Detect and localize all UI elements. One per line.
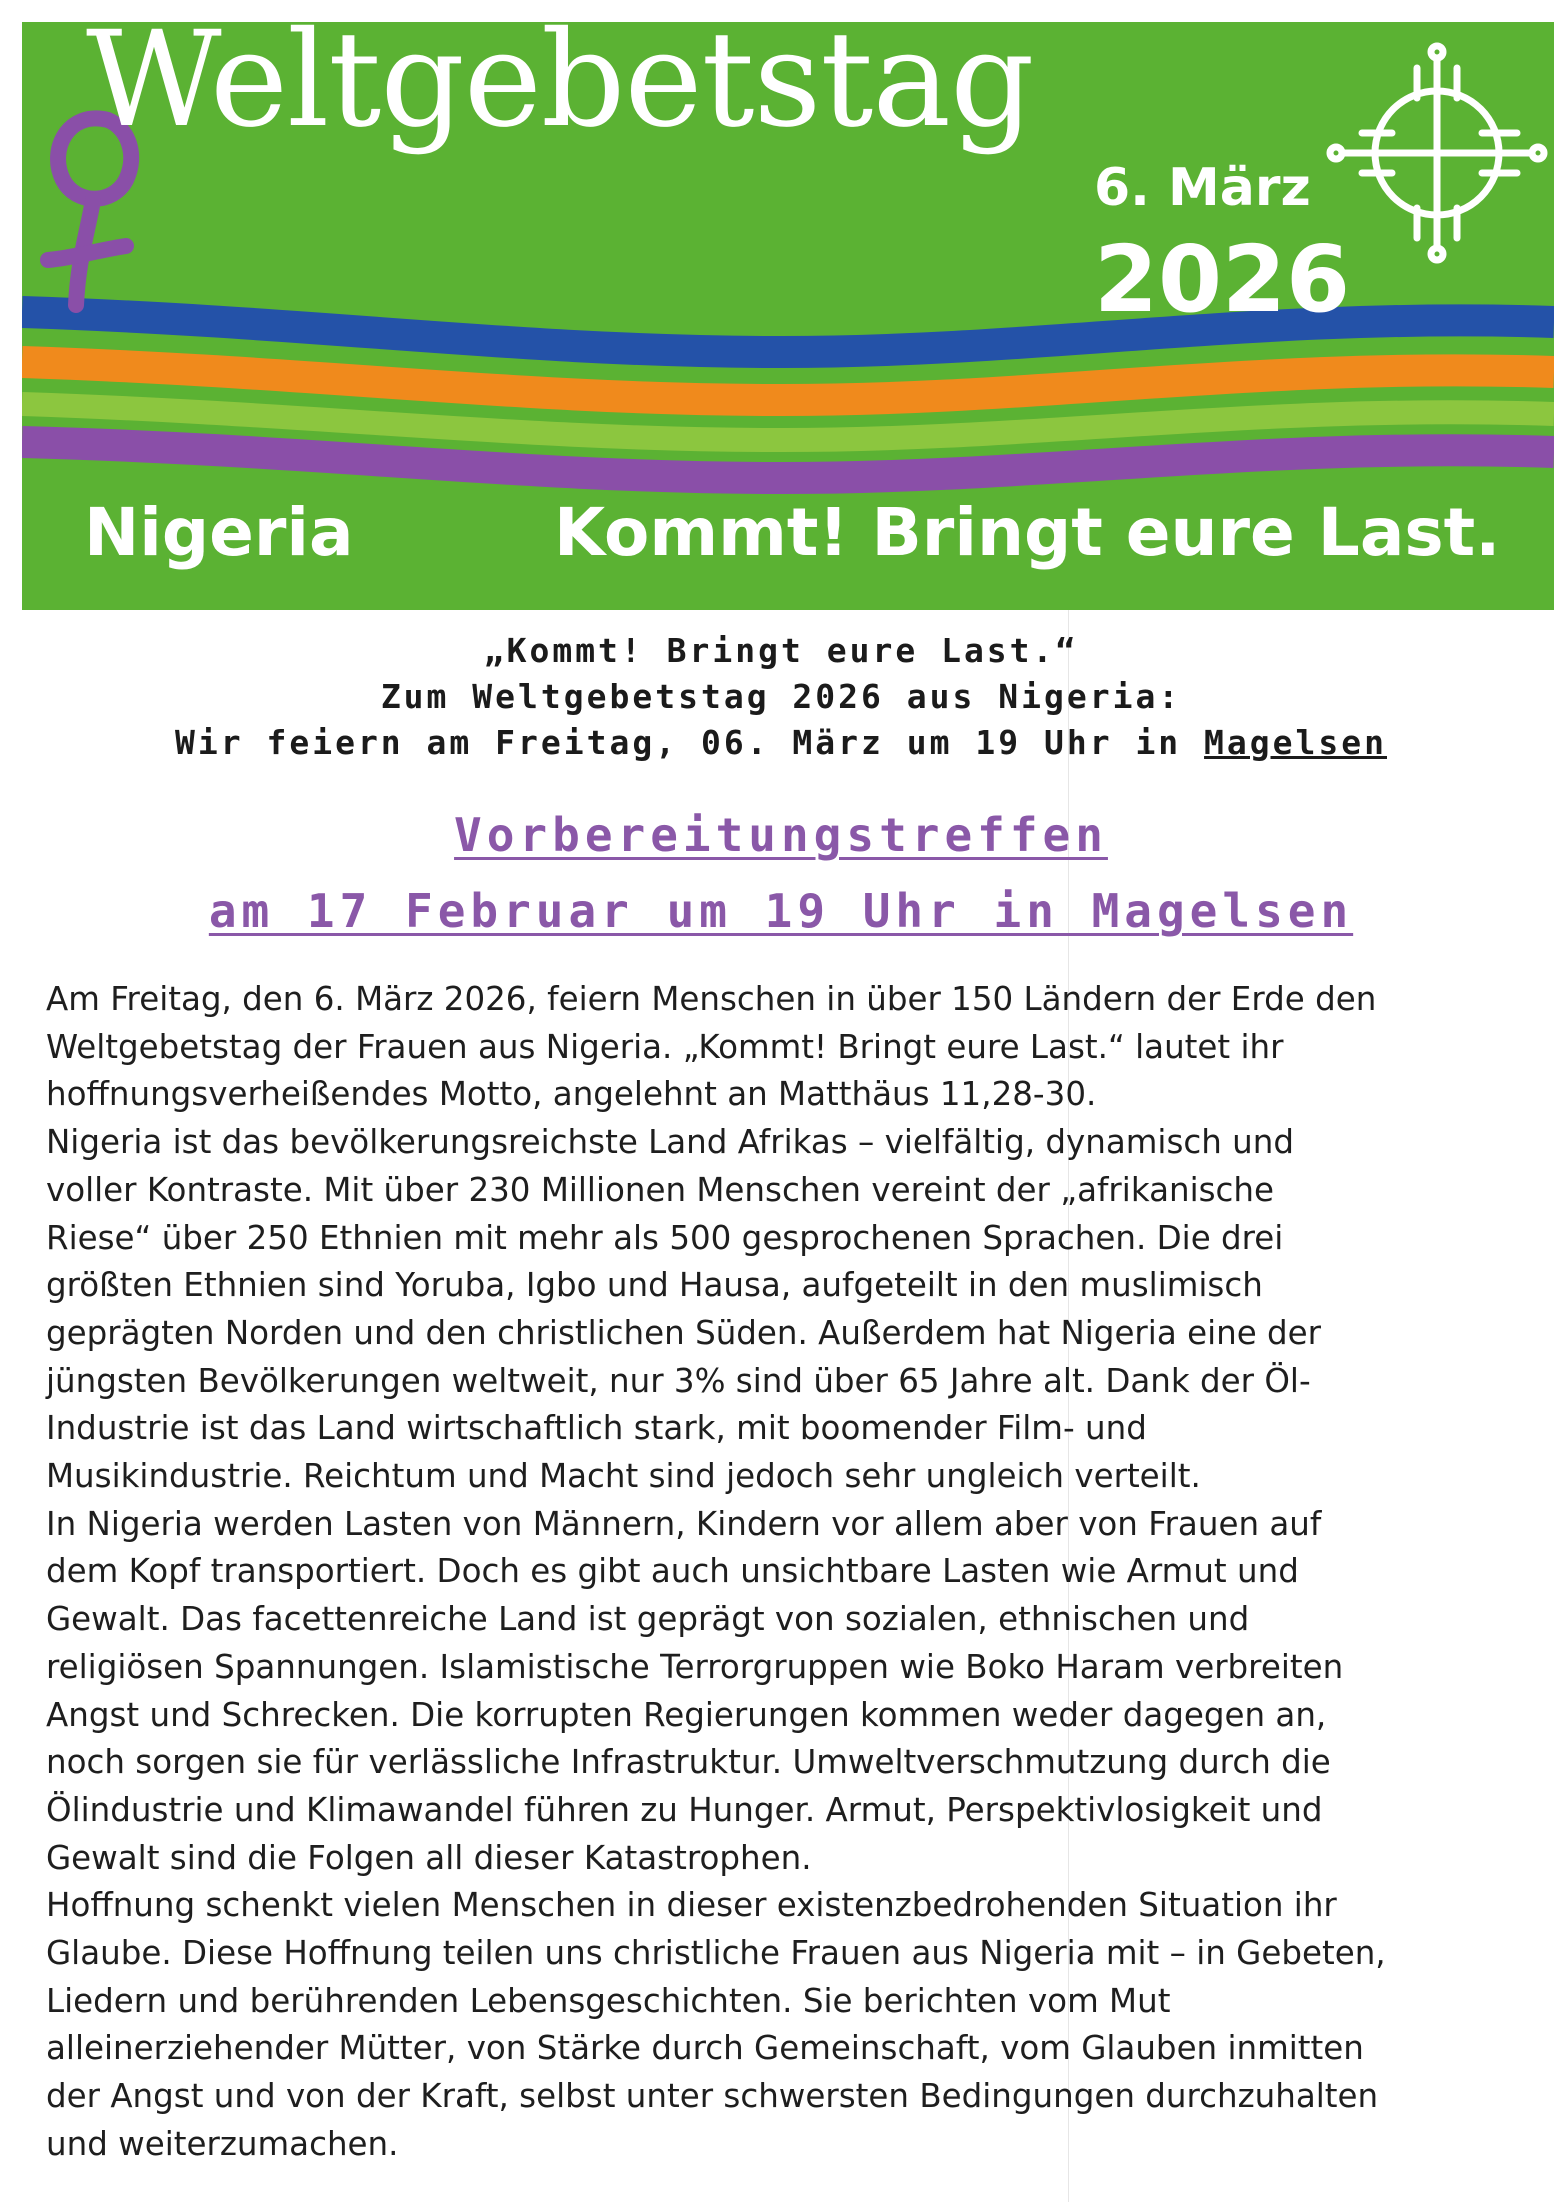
- body-text: [46, 976, 1546, 2169]
- body-line: voller Kontraste. Mit über 230 Millionen Menschen vereint der „afrikanische: [46, 1170, 1275, 1209]
- body-line: Hoffnung schenkt vielen Menschen in dieser existenzbedrohenden Situation ihr: [46, 1886, 1337, 1925]
- body-line: alleinerziehender Mütter, von Stärke durch Gemeinschaft, vom Glauben inmitten: [46, 2029, 1364, 2068]
- body-line: religiösen Spannungen. Islamistische Terrorgruppen wie Boko Haram verbreiten: [46, 1647, 1344, 1686]
- banner-title: Weltgebetstag: [86, 22, 1034, 157]
- prep-meeting-title: Vorbereitungstreffen: [454, 808, 1108, 862]
- body-line: und weiterzumachen.: [46, 2124, 399, 2163]
- body-line: Riese“ über 250 Ethnien mit mehr als 500 gesprochenen Sprachen. Die drei: [46, 1218, 1284, 1257]
- banner-country: Nigeria: [84, 494, 354, 571]
- intro-celebration: [0, 720, 1562, 766]
- body-line: Ölindustrie und Klimawandel führen zu Hunger. Armut, Perspektivlosigkeit und: [46, 1790, 1323, 1829]
- body-line: der Angst und von der Kraft, selbst unter schwersten Bedingungen durchzuhalten: [46, 2077, 1379, 2116]
- body-line: hoffnungsverheißendes Motto, angelehnt an Matthäus 11,28-30.: [46, 1075, 1097, 1114]
- body-line: Am Freitag, den 6. März 2026, feiern Menschen in über 150 Ländern der Erde den: [46, 980, 1377, 1018]
- body-line: Weltgebetstag der Frauen aus Nigeria. „Kommt! Bringt eure Last.“ lautet ihr: [46, 1027, 1284, 1066]
- body-line: dem Kopf transportiert. Doch es gibt auch unsichtbare Lasten wie Armut und: [46, 1552, 1299, 1591]
- body-line: In Nigeria werden Lasten von Männern, Kindern vor allem aber von Frauen auf: [46, 1504, 1322, 1543]
- body-line: Gewalt. Das facettenreiche Land ist geprägt von sozialen, ethnischen und: [46, 1600, 1250, 1639]
- body-line: Musikindustrie. Reichtum und Macht sind jedoch sehr ungleich verteilt.: [46, 1457, 1201, 1496]
- body-line: Gewalt sind die Folgen all dieser Katastrophen.: [46, 1838, 812, 1877]
- banner-date: 6. März: [1094, 158, 1311, 218]
- body-line: Liedern und berührenden Lebensgeschichten. Sie berichten vom Mut: [46, 1981, 1171, 2020]
- prep-meeting-details: am 17 Februar um 19 Uhr in Magelsen: [208, 884, 1354, 938]
- banner-motto: Kommt! Bringt eure Last.: [554, 494, 1501, 571]
- banner-year: 2026: [1094, 226, 1351, 333]
- intro-celebration-text: Wir feiern am Freitag, 06. März um 19 Uhr in: [175, 723, 1205, 762]
- intro-place: Magelsen: [1204, 723, 1387, 762]
- body-line: Nigeria ist das bevölkerungsreichste Land Afrikas – vielfältig, dynamisch und: [46, 1123, 1294, 1162]
- intro-motto: „Kommt! Bringt eure Last.“: [483, 631, 1079, 670]
- body-line: noch sorgen sie für verlässliche Infrastruktur. Umweltverschmutzung durch die: [46, 1743, 1331, 1782]
- intro-occasion: Zum Weltgebetstag 2026 aus Nigeria:: [380, 677, 1182, 716]
- body-line: geprägten Norden und den christlichen Süden. Außerdem hat Nigeria eine der: [46, 1313, 1322, 1352]
- event-banner: [22, 22, 1554, 610]
- body-line: größten Ethnien sind Yoruba, Igbo und Hausa, aufgeteilt in den muslimisch: [46, 1266, 1263, 1305]
- body-line: Glaube. Diese Hoffnung teilen uns christliche Frauen aus Nigeria mit – in Gebeten,: [46, 1934, 1386, 1973]
- body-line: Industrie ist das Land wirtschaftlich stark, mit boomender Film- und: [46, 1409, 1147, 1448]
- body-line: Angst und Schrecken. Die korrupten Regierungen kommen weder dagegen an,: [46, 1695, 1327, 1734]
- prayer-cross-emblem-icon: [1322, 38, 1552, 268]
- body-line: jüngsten Bevölkerungen weltweit, nur 3% sind über 65 Jahre alt. Dank der Öl-: [46, 1361, 1311, 1400]
- intro-block: [0, 628, 1562, 766]
